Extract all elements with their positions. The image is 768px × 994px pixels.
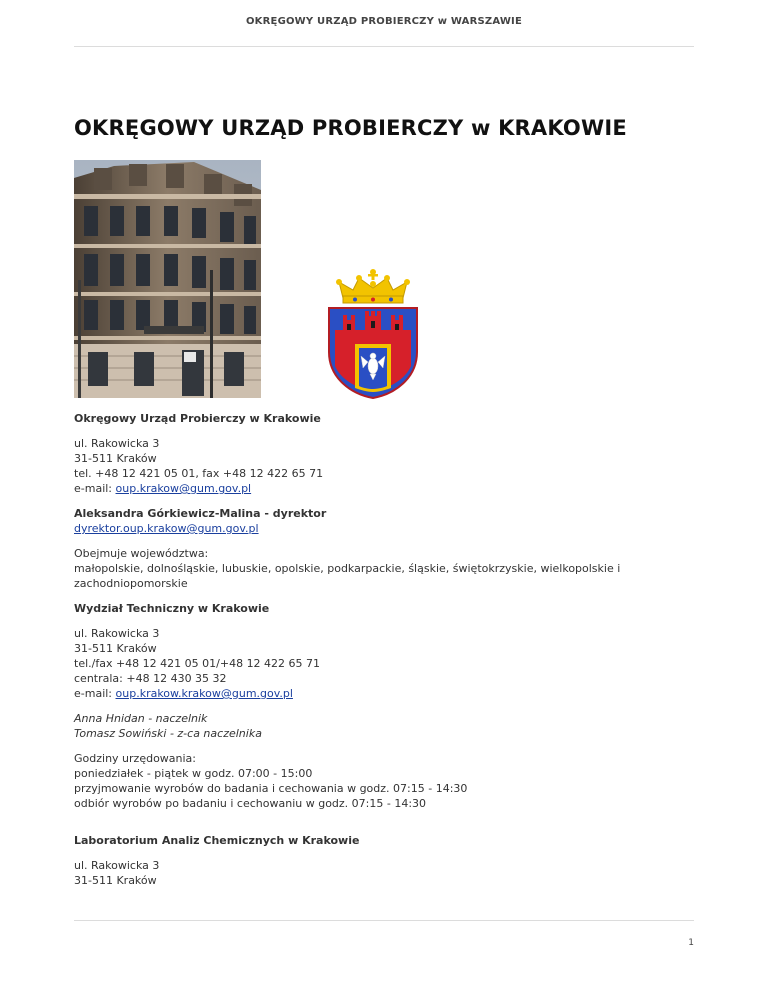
technical-phone: tel./fax +48 12 421 05 01/+48 12 422 65 71 xyxy=(74,657,321,670)
krakow-coat-of-arms xyxy=(325,268,421,400)
hours-weekdays: poniedziałek - piątek w godz. 07:00 - 15:00 xyxy=(74,767,313,780)
footer-divider xyxy=(74,920,694,921)
office-email-link[interactable]: oup.krakow@gum.gov.pl xyxy=(115,482,252,495)
lab-name: Laboratorium Analiz Chemicznych w Krakowie xyxy=(74,834,360,847)
page-number: 1 xyxy=(688,938,694,948)
director-email-link[interactable]: dyrektor.oup.krakow@gum.gov.pl xyxy=(74,522,259,535)
contact-content xyxy=(74,411,694,898)
office-phone: tel. +48 12 421 05 01, fax +48 12 422 65 71 xyxy=(74,467,324,480)
lab-address xyxy=(74,858,694,888)
technical-name: Wydział Techniczny w Krakowie xyxy=(74,602,270,615)
technical-street: ul. Rakowicka 3 xyxy=(74,627,160,640)
office-street: ul. Rakowicka 3 xyxy=(74,437,160,450)
hours-intake: przyjmowanie wyrobów do badania i cechowania w godz. 07:15 - 14:30 xyxy=(74,782,468,795)
header-divider xyxy=(74,46,694,47)
technical-email-label: e-mail: xyxy=(74,687,116,700)
lab-city: 31-511 Kraków xyxy=(74,874,157,887)
office-address xyxy=(74,436,694,496)
spacer xyxy=(74,821,694,833)
running-header: OKRĘGOWY URZĄD PROBIERCZY w WARSZAWIE xyxy=(245,16,523,27)
coverage-block xyxy=(74,546,694,591)
office-city: 31-511 Kraków xyxy=(74,452,157,465)
hours-block xyxy=(74,751,694,811)
lab-street: ul. Rakowicka 3 xyxy=(74,859,160,872)
technical-city: 31-511 Kraków xyxy=(74,642,157,655)
technical-deputy: Tomasz Sowiński - z-ca naczelnika xyxy=(74,727,262,740)
technical-address xyxy=(74,626,694,701)
office-email-label: e-mail: xyxy=(74,482,116,495)
technical-staff xyxy=(74,711,694,741)
page-title: OKRĘGOWY URZĄD PROBIERCZY w KRAKOWIE xyxy=(74,116,627,140)
technical-email-link[interactable]: oup.krakow.krakow@gum.gov.pl xyxy=(115,687,293,700)
technical-head: Anna Hnidan - naczelnik xyxy=(74,712,208,725)
building-photo xyxy=(74,160,261,398)
coverage-label: Obejmuje województwa: xyxy=(74,547,209,560)
director-block xyxy=(74,506,694,536)
coverage-regions: małopolskie, dolnośląskie, lubuskie, opolskie, podkarpackie, śląskie, świętokrzyskie, wielkopolskie i zachodniopomorskie xyxy=(74,562,621,590)
office-name: Okręgowy Urząd Probierczy w Krakowie xyxy=(74,412,321,425)
hours-pickup: odbiór wyrobów po badaniu i cechowaniu w godz. 07:15 - 14:30 xyxy=(74,797,427,810)
director-name: Aleksandra Górkiewicz-Malina - dyrektor xyxy=(74,507,327,520)
technical-switchboard: centrala: +48 12 430 35 32 xyxy=(74,672,227,685)
hours-label: Godziny urzędowania: xyxy=(74,752,197,765)
